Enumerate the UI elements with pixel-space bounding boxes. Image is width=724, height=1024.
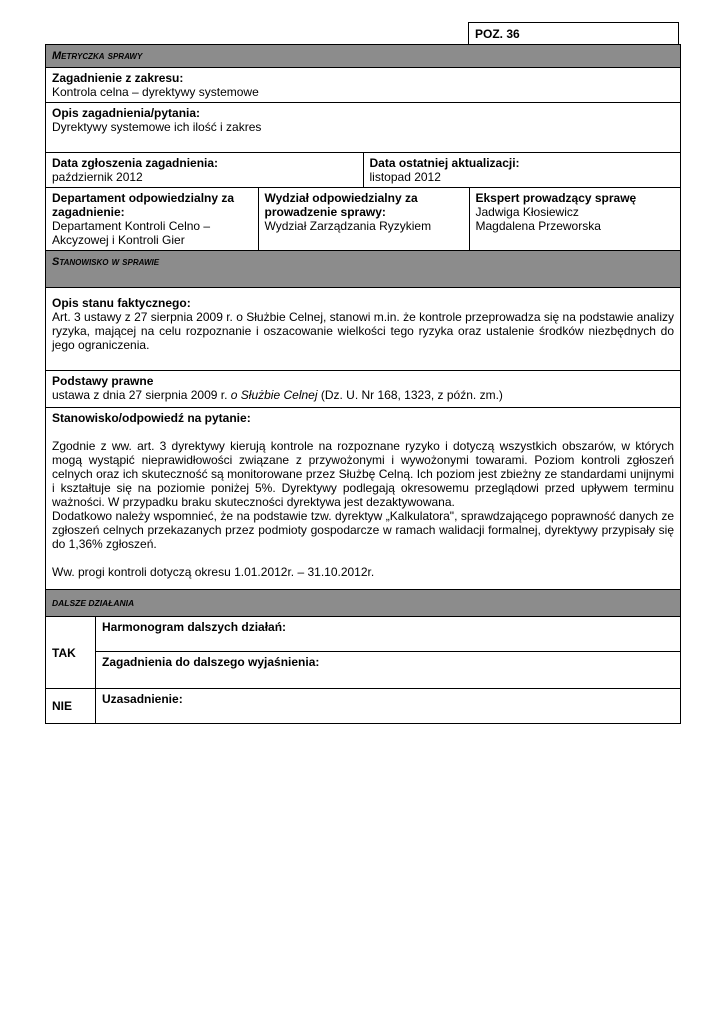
stan-faktyczny-value: Art. 3 ustawy z 27 sierpnia 2009 r. o Służbie Celnej, stanowi m.in. że kontrole przeprowadza się na podstawie analizy ryzyka, mającej na celu rozpoznanie i oszacowanie wielkości tego ryzyka oraz ustalenie środków niezbędnych do jego ograniczenia. xyxy=(52,310,674,352)
section-metryczka-header xyxy=(46,45,681,68)
row-nie-uzasadnienie xyxy=(46,689,681,724)
odpowiedz-paragraph-1: Zgodnie z ww. art. 3 dyrektywy kierują kontrole na rozpoznane ryzyko i dotyczą wszystkich obszarów, w których mogą wystąpić nieprawidłowości związane z przywożonymi i wywożonymi towarami. Poziom kontroli zgłoszeń celnych oraz ich skuteczność są monitorowane przez Służbę Celną. Ich poziom jest zbieżny ze standardami unijnymi i kształtuje się na poziomie poniżej 5%. Dyrektywy podlegają okresowemu przeglądowi przed upływem terminu ważności. W przypadku braku skuteczności dyrektywa jest dezaktywowana. xyxy=(52,439,674,509)
row-dates xyxy=(46,153,681,188)
section-title: Metryczka sprawy xyxy=(52,50,143,62)
data-aktualizacji-label: Data ostatniej aktualizacji: xyxy=(369,156,520,170)
odpowiedz-label: Stanowisko/odpowiedź na pytanie: xyxy=(52,411,251,425)
row-responsible xyxy=(46,188,681,251)
tak-label: TAK xyxy=(46,617,96,689)
odpowiedz-paragraph-2: Dodatkowo należy wspomnieć, że na podstawie tzw. dyrektyw „Kalkulatora", sprawdzającego poprawność danych ze zgłoszeń celnych przekazanych przez podmioty gospodarcze w ramach walidacji formalnej, dyrektywy przypisały się do 1,36% zgłoszeń. xyxy=(52,509,674,551)
wydzial-label: Wydział odpowiedzialny za prowadzenie sprawy: xyxy=(264,191,418,219)
row-tak-zagadnienia xyxy=(46,652,681,689)
ekspert-label: Ekspert prowadzący sprawę xyxy=(475,191,637,205)
ekspert-name-2: Magdalena Przeworska xyxy=(475,219,601,233)
opis-label: Opis zagadnienia/pytania: xyxy=(52,106,201,120)
row-odpowiedz xyxy=(46,408,681,590)
data-zgloszenia-label: Data zgłoszenia zagadnienia: xyxy=(52,156,219,170)
ekspert-name-1: Jadwiga Kłosiewicz xyxy=(475,205,579,219)
section-title: DALSZE DZIAŁANIA xyxy=(52,598,135,608)
podstawy-value: ustawa z dnia 27 sierpnia 2009 r. o Służbie Celnej (Dz. U. Nr 168, 1323, z późn. zm.) xyxy=(52,388,503,402)
row-stan-faktyczny xyxy=(46,288,681,371)
harmonogram-label: Harmonogram dalszych działań: xyxy=(102,620,287,634)
departament-label: Departament odpowiedzialny za zagadnienie: xyxy=(52,191,235,219)
opis-value: Dyrektywy systemowe ich ilość i zakres xyxy=(52,120,262,134)
zagadnienie-value: Kontrola celna – dyrektywy systemowe xyxy=(52,85,259,99)
departament-value: Departament Kontroli Celno – Akcyzowej i Kontroli Gier xyxy=(52,219,211,247)
zagadnienie-label: Zagadnienie z zakresu: xyxy=(52,71,184,85)
zagadnienia-label: Zagadnienia do dalszego wyjaśnienia: xyxy=(102,655,320,669)
row-opis xyxy=(46,103,681,153)
row-tak-harmonogram xyxy=(46,617,681,652)
odpowiedz-paragraph-3: Ww. progi kontroli dotyczą okresu 1.01.2012r. – 31.10.2012r. xyxy=(52,565,375,579)
position-number: POZ. 36 xyxy=(468,22,679,44)
row-podstawy xyxy=(46,371,681,408)
section-stanowisko-header xyxy=(46,251,681,288)
data-aktualizacji-value: listopad 2012 xyxy=(369,170,441,184)
wydzial-value: Wydział Zarządzania Ryzykiem xyxy=(264,219,432,233)
nie-label: NIE xyxy=(46,689,96,724)
section-dalsze-header xyxy=(46,590,681,617)
case-form xyxy=(45,44,681,724)
data-zgloszenia-value: październik 2012 xyxy=(52,170,143,184)
podstawy-label: Podstawy prawne xyxy=(52,374,154,388)
uzasadnienie-label: Uzasadnienie: xyxy=(102,692,183,706)
section-title: Stanowisko w sprawie xyxy=(52,256,160,268)
row-zagadnienie xyxy=(46,68,681,103)
stan-faktyczny-label: Opis stanu faktycznego: xyxy=(52,296,191,310)
